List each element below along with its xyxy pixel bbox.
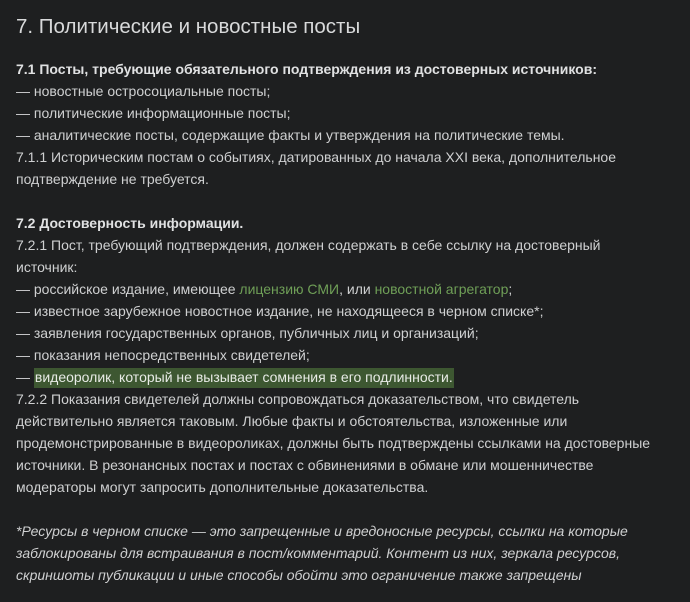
list-item-text: ; <box>508 281 513 297</box>
paragraph-line: действительно является таковым. Любые факты и обстоятельства, изложенные или <box>16 413 568 429</box>
list-item: — аналитические посты, содержащие факты и утверждения на политические темы. <box>16 127 565 143</box>
list-item-text: — <box>16 369 34 385</box>
list-item <box>16 278 674 300</box>
paragraph-line: модераторы могут запросить дополнительные доказательства. <box>16 479 429 495</box>
highlighted-text: видеоролик, который не вызывает сомнения в его подлинности. <box>34 368 454 388</box>
paragraph-line: подтверждение не требуется. <box>16 171 209 187</box>
list-item: — заявления государственных органов, публичных лиц и организаций; <box>16 325 479 341</box>
list-item: — показания непосредственных свидетелей; <box>16 347 310 363</box>
list-item <box>16 366 674 388</box>
paragraph-line: 7.2.1 Пост, требующий подтверждения, должен содержать в себе ссылку на достоверный <box>16 237 601 253</box>
paragraph-line: 7.1.1 Историческим постам о событиях, датированных до начала XXI века, дополнительное <box>16 149 617 165</box>
footnote <box>16 520 674 586</box>
subsection-7-1 <box>16 58 674 190</box>
spacer <box>16 190 674 212</box>
paragraph-line: источники. В резонансных постах и постах с обвинениями в обмане или мошенничестве <box>16 457 594 473</box>
footnote-line: скриншоты публикации и иные способы обойти это ограничение также запрещены <box>16 567 582 583</box>
news-aggregator-link[interactable]: новостной агрегатор <box>374 281 509 297</box>
paragraph-line: продемонстрированные в видеороликах, должны быть подтверждены ссылками на достоверные <box>16 435 651 451</box>
list-item: — известное зарубежное новостное издание, не находящееся в черном списке*; <box>16 303 544 319</box>
paragraph-line: источник: <box>16 259 78 275</box>
list-item: — новостные остросоциальные посты; <box>16 83 271 99</box>
list-item: — политические информационные посты; <box>16 105 291 121</box>
footnote-line: *Ресурсы в черном списке — это запрещенные и вредоносные ресурсы, ссылки на которые <box>16 523 628 539</box>
subsection-heading: 7.2 Достоверность информации. <box>16 215 244 231</box>
list-item-text: , или <box>339 281 375 297</box>
list-item-text: — российское издание, имеющее <box>16 281 240 297</box>
section-title: 7. Политические и новостные посты <box>16 15 361 38</box>
footnote-line: заблокированы для встраивания в пост/комментарий. Контент из них, зеркала ресурсов, <box>16 545 620 561</box>
subsection-7-2 <box>16 212 674 498</box>
subsection-heading: 7.1 Посты, требующие обязательного подтверждения из достоверных источников: <box>16 61 597 77</box>
media-license-link[interactable]: лицензию СМИ <box>239 281 340 297</box>
paragraph-line: 7.2.2 Показания свидетелей должны сопровождаться доказательством, что свидетель <box>16 391 580 407</box>
